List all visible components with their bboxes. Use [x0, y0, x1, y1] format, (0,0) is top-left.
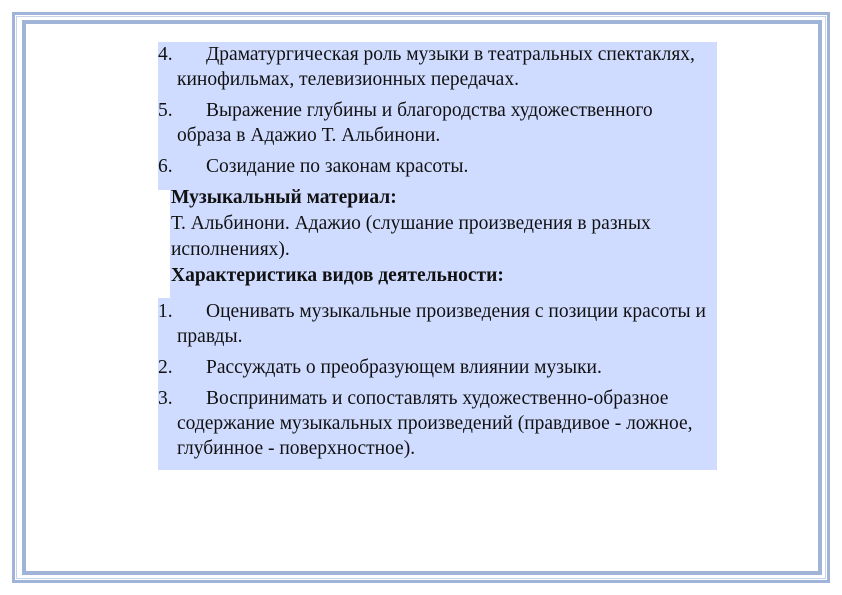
activity-text: Рассуждать о преобразующем влиянии музыки.	[206, 357, 602, 378]
activity-text: Оценивать музыкальные произведения с позиции красоты и правды.	[177, 301, 706, 347]
goal-number: 6.	[158, 156, 173, 177]
goal-text: Выражение глубины и благородства художественного образа в Адажио Т. Альбинони.	[177, 100, 653, 146]
activity-number: 2.	[158, 357, 173, 378]
goal-item	[158, 98, 717, 148]
goal-text: Созидание по законам красоты.	[206, 156, 469, 177]
activity-item	[158, 355, 717, 380]
material-heading: Музыкальный материал:	[171, 187, 397, 208]
activity-text: Воспринимать и сопоставлять художественно-образное содержание музыкальных произведений (правдивое - ложное, глубинное - поверхностное).	[177, 388, 693, 459]
slide-text	[158, 42, 717, 467]
material-section	[158, 185, 717, 289]
material-text: Т. Альбинони. Адажио (слушание произведения в разных исполнениях).	[171, 213, 651, 260]
goal-number: 5.	[158, 100, 173, 121]
activity-item	[158, 299, 717, 349]
goal-text: Драматургическая роль музыки в театральных спектаклях, кинофильмах, телевизионных передачах.	[177, 44, 695, 90]
activity-number: 3.	[158, 388, 173, 409]
slide-content	[158, 42, 717, 470]
goal-number: 4.	[158, 44, 173, 65]
goal-item	[158, 154, 717, 179]
activity-number: 1.	[158, 301, 173, 322]
goal-item	[158, 42, 717, 92]
activity-heading: Характеристика видов деятельности:	[171, 265, 504, 286]
activity-item	[158, 386, 717, 461]
